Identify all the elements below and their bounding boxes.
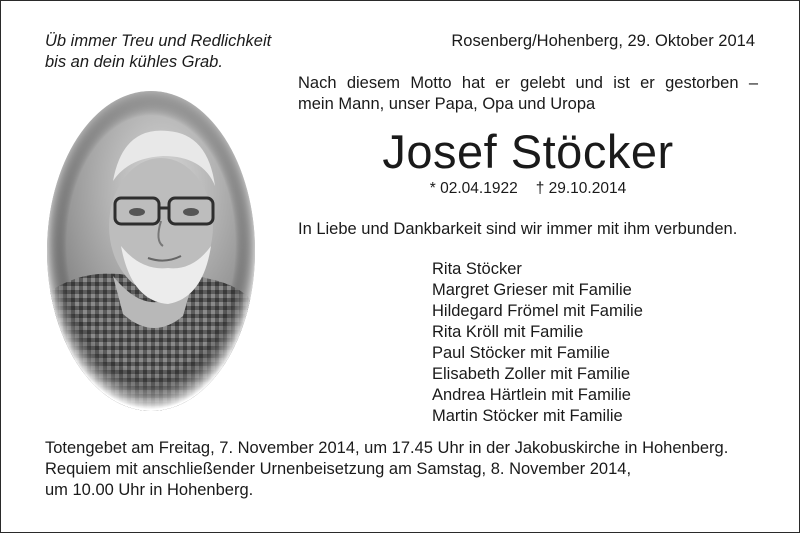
motto (45, 31, 271, 73)
place-and-date: Rosenberg/Hohenberg, 29. Oktober 2014 (451, 32, 755, 50)
service-line-3: um 10.00 Uhr in Hohenberg. (45, 481, 254, 499)
death-date: † 29.10.2014 (535, 180, 627, 197)
service-details (45, 438, 728, 501)
portrait-photo (43, 86, 259, 416)
deceased-name: Josef Stöcker (382, 125, 674, 178)
intro-text (298, 73, 758, 115)
mourner: Andrea Härtlein mit Familie (432, 386, 631, 404)
mourner: Margret Grieser mit Familie (432, 281, 632, 299)
remembrance-text: In Liebe und Dankbarkeit sind wir immer mit ihm verbunden. (298, 220, 738, 238)
mourner: Rita Kröll mit Familie (432, 323, 584, 341)
mourner: Hildegard Frömel mit Familie (432, 302, 643, 320)
mourners-list (432, 259, 643, 427)
mourner: Rita Stöcker (432, 260, 522, 278)
birth-date: * 02.04.1922 (429, 180, 518, 197)
mourner: Martin Stöcker mit Familie (432, 407, 623, 425)
intro-line-1: Nach diesem Motto hat er gelebt und ist er gestorben – (298, 74, 758, 92)
service-line-1: Totengebet am Freitag, 7. November 2014, um 17.45 Uhr in der Jakobuskirche in Hohenberg. (45, 439, 729, 457)
motto-line-1: Üb immer Treu und Redlichkeit (45, 32, 272, 50)
service-line-2: Requiem mit anschließender Urnenbeisetzung am Samstag, 8. November 2014, (45, 460, 632, 478)
motto-line-2: bis an dein kühles Grab. (45, 53, 223, 71)
intro-line-2: mein Mann, unser Papa, Opa und Uropa (298, 95, 596, 113)
mourner: Paul Stöcker mit Familie (432, 344, 610, 362)
mourner: Elisabeth Zoller mit Familie (432, 365, 631, 383)
life-dates (298, 179, 758, 199)
